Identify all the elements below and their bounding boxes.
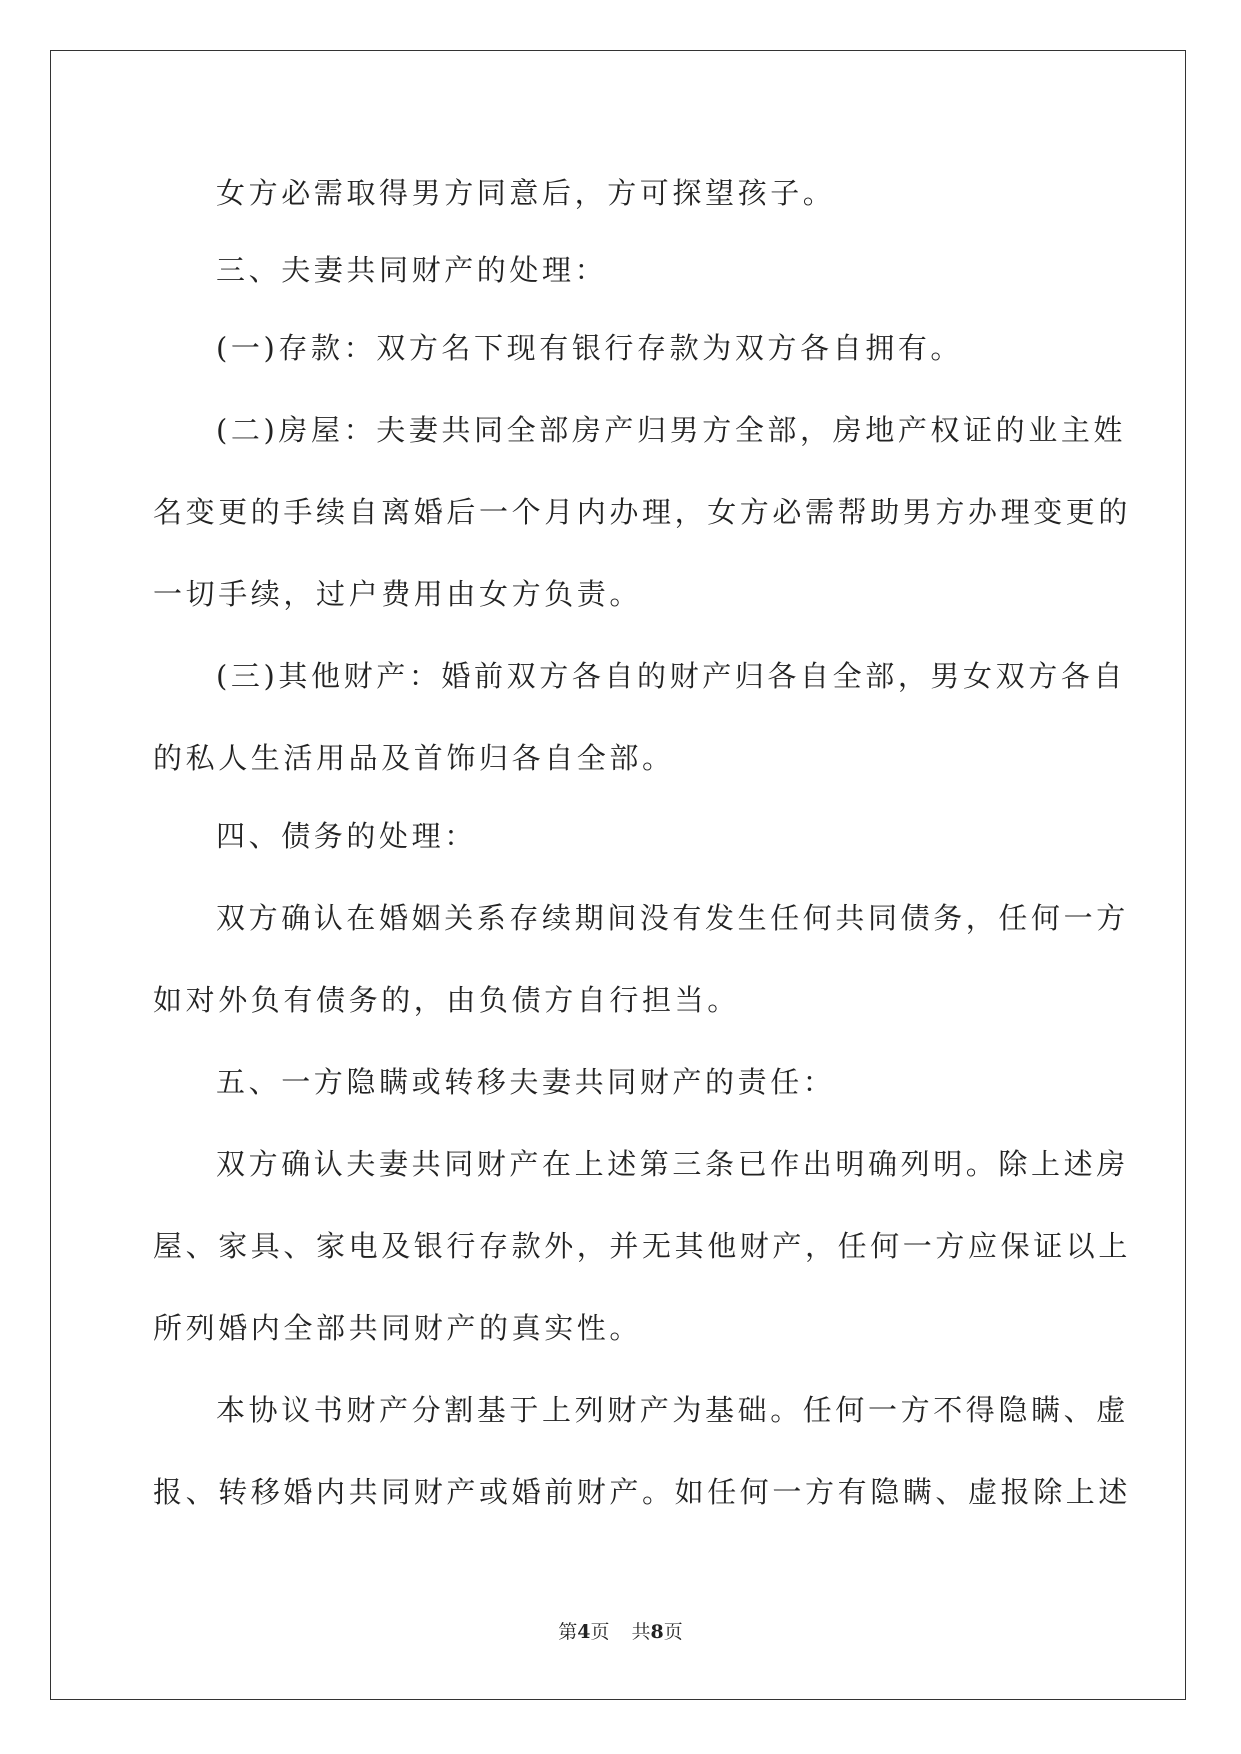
- paragraph-line: 屋、家具、家电及银行存款外，并无其他财产，任何一方应保证以上: [153, 1229, 1132, 1263]
- total-pages: 8: [650, 1621, 664, 1643]
- section-heading: 四、债务的处理：: [216, 819, 477, 853]
- paragraph-line: 名变更的手续自离婚后一个月内办理，女方必需帮助男方办理变更的: [153, 495, 1132, 529]
- paragraph-line: 一切手续，过户费用由女方负责。: [153, 577, 643, 611]
- section-heading: 三、夫妻共同财产的处理：: [216, 253, 608, 287]
- paragraph-line: 女方必需取得男方同意后，方可探望孩子。: [216, 176, 836, 210]
- page-number: 4: [577, 1621, 591, 1643]
- page-suffix: 页: [590, 1621, 610, 1643]
- paragraph-line: 的私人生活用品及首饰归各自全部。: [153, 741, 675, 775]
- paragraph-line: (一)存款：双方名下现有银行存款为双方各自拥有。: [216, 331, 964, 365]
- total-prefix: 共: [631, 1621, 651, 1643]
- paragraph-line: 双方确认在婚姻关系存续期间没有发生任何共同债务，任何一方: [216, 901, 1129, 935]
- section-heading: 五、一方隐瞒或转移夫妻共同财产的责任：: [216, 1065, 836, 1099]
- paragraph-line: 双方确认夫妻共同财产在上述第三条已作出明确列明。除上述房: [216, 1147, 1129, 1181]
- page-border: [50, 50, 1186, 1700]
- page-prefix: 第: [558, 1621, 578, 1643]
- paragraph-line: 本协议书财产分割基于上列财产为基础。任何一方不得隐瞒、虚: [216, 1393, 1129, 1427]
- paragraph-line: 如对外负有债务的，由负债方自行担当。: [153, 983, 740, 1017]
- total-suffix: 页: [663, 1621, 683, 1643]
- page-footer: [0, 1620, 1241, 1644]
- paragraph-line: 所列婚内全部共同财产的真实性。: [153, 1311, 643, 1345]
- paragraph-line: (三)其他财产：婚前双方各自的财产归各自全部，男女双方各自: [216, 659, 1127, 693]
- paragraph-line: 报、转移婚内共同财产或婚前财产。如任何一方有隐瞒、虚报除上述: [153, 1475, 1132, 1509]
- paragraph-line: (二)房屋：夫妻共同全部房产归男方全部，房地产权证的业主姓: [216, 413, 1127, 447]
